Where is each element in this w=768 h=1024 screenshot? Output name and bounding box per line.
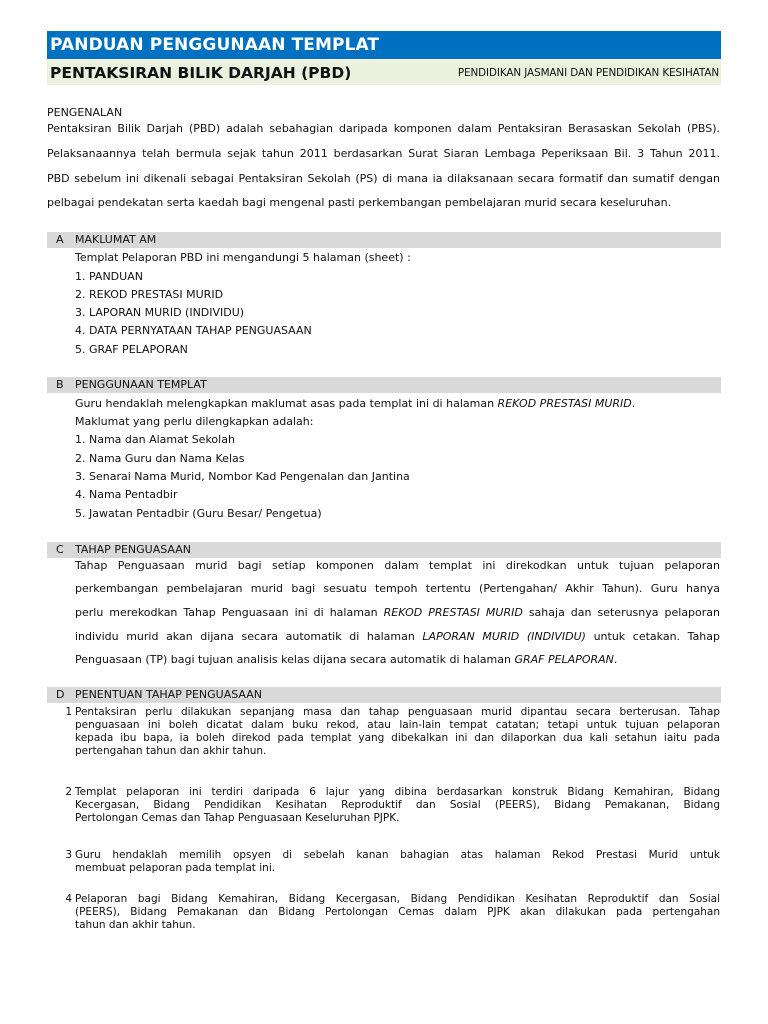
section-c-line: Penguasaan (TP) bagi tujuan analisis kelas dijana secara automatik di halaman GRAF PELAPORAN. bbox=[75, 653, 618, 666]
section-d-header bbox=[47, 687, 721, 703]
item-line: Pentaksiran perlu dilakukan sepanjang masa dan tahap penguasaan murid dipantau secara berterusan. Tahap bbox=[75, 706, 720, 718]
item-line: Pelaporan bagi Bidang Kemahiran, Bidang Kecergasan, Bidang Pendidikan Kesihatan Reproduktif dan Sosial bbox=[75, 893, 720, 905]
section-c-header bbox=[47, 542, 721, 558]
section-a-intro: Templat Pelaporan PBD ini mengandungi 5 halaman (sheet) : bbox=[75, 251, 411, 264]
list-item: 3. LAPORAN MURID (INDIVIDU) bbox=[75, 306, 245, 319]
list-item: 5. GRAF PELAPORAN bbox=[75, 343, 188, 356]
section-title: MAKLUMAT AM bbox=[75, 233, 157, 246]
subject-label: PENDIDIKAN JASMANI DAN PENDIDIKAN KESIHATAN bbox=[457, 67, 719, 79]
list-item: 2. Nama Guru dan Nama Kelas bbox=[75, 452, 245, 465]
emphasis: GRAF PELAPORAN bbox=[514, 653, 614, 666]
section-b-header bbox=[47, 377, 721, 393]
list-item: 5. Jawatan Pentadbir (Guru Besar/ Pengetua) bbox=[75, 507, 322, 520]
intro-line: pelbagai pendekatan serta kaedah bagi mengenal pasti perkembangan pembelajaran murid secara keseluruhan. bbox=[47, 196, 672, 209]
item-line: tahun dan akhir tahun. bbox=[75, 919, 196, 931]
item-line: (PEERS), Bidang Pemakanan dan Bidang Pertolongan Cemas dalam PJPK akan dilakukan pada pertengahan bbox=[75, 906, 720, 918]
list-item: 1. PANDUAN bbox=[75, 270, 143, 283]
list-item: 2. REKOD PRESTASI MURID bbox=[75, 288, 224, 301]
subtitle: PENTAKSIRAN BILIK DARJAH (PBD) bbox=[50, 64, 352, 82]
section-title: PENENTUAN TAHAP PENGUASAAN bbox=[75, 688, 263, 701]
list-item: 4. Nama Pentadbir bbox=[75, 488, 178, 501]
item-line: penguasaan ini boleh dicatat dalam buku rekod, atau lain-lain tempat catatan; tetapi untuk tujuan pelaporan bbox=[75, 719, 720, 731]
item-line: Kecergasan, Bidang Pendidikan Kesihatan Reproduktif dan Sosial (PEERS), Bidang Pemakanan, Bidang bbox=[75, 799, 720, 811]
section-a-header bbox=[47, 232, 721, 248]
section-letter: A bbox=[56, 233, 64, 246]
section-title: PENGGUNAAN TEMPLAT bbox=[75, 378, 207, 391]
emphasis: REKOD PRESTASI MURID bbox=[497, 397, 632, 410]
item-line: Guru hendaklah memilih opsyen di sebelah kanan bahagian atas halaman Rekod Prestasi Murid untuk bbox=[75, 849, 720, 861]
emphasis: REKOD PRESTASI MURID bbox=[383, 606, 523, 619]
section-c-line: individu murid akan dijana secara automatik di halaman LAPORAN MURID (INDIVIDU) untuk cetakan. Tahap bbox=[75, 630, 720, 643]
intro-line: PBD sebelum ini dikenali sebagai Pentaksiran Sekolah (PS) di mana ia dilaksanaan secara formatif dan sumatif dengan bbox=[47, 172, 720, 185]
list-item: 1. Nama dan Alamat Sekolah bbox=[75, 433, 235, 446]
list-item: 3. Senarai Nama Murid, Nombor Kad Pengenalan dan Jantina bbox=[75, 470, 410, 483]
item-number: 3 bbox=[65, 849, 72, 861]
section-b-line: Guru hendaklah melengkapkan maklumat asas pada templat ini di halaman REKOD PRESTASI MURID. bbox=[75, 397, 636, 410]
section-letter: C bbox=[56, 543, 64, 556]
list-item: 4. DATA PERNYATAAN TAHAP PENGUASAAN bbox=[75, 324, 312, 337]
item-line: Pertolongan Cemas dan Tahap Penguasaan Keseluruhan PJPK. bbox=[75, 812, 400, 824]
item-line: membuat pelaporan pada templat ini. bbox=[75, 862, 276, 874]
item-line: kepada ibu bapa, ia boleh direkod pada templat yang dibekalkan ini dan dilaporkan dua kali setahun iaitu pada bbox=[75, 732, 720, 744]
section-letter: B bbox=[56, 378, 64, 391]
intro-line: Pelaksanaannya telah bermula sejak tahun 2011 berdasarkan Surat Siaran Lembaga Peperiksaan Bil. 3 Tahun 2011. bbox=[47, 147, 720, 160]
item-number: 4 bbox=[65, 893, 72, 905]
item-number: 2 bbox=[65, 786, 72, 798]
intro-line: Pentaksiran Bilik Darjah (PBD) adalah sebahagian daripada komponen dalam Pentaksiran Berasaskan Sekolah (PBS). bbox=[47, 122, 720, 135]
section-c-line: perlu merekodkan Tahap Penguasaan ini di halaman REKOD PRESTASI MURID sahaja dan seterusnya pelaporan bbox=[75, 606, 720, 619]
item-number: 1 bbox=[65, 706, 72, 718]
section-title: TAHAP PENGUASAAN bbox=[75, 543, 191, 556]
subtitle-bar bbox=[47, 60, 721, 85]
section-c-line: perkembangan pembelajaran murid bagi sesuatu tempoh tertentu (Pertengahan/ Akhir Tahun). Guru hanya bbox=[75, 582, 720, 595]
item-line: Templat pelaporan ini terdiri daripada 6 lajur yang dibina berdasarkan konstruk Bidang Kemahiran, Bidang bbox=[75, 786, 720, 798]
intro-heading: PENGENALAN bbox=[47, 106, 123, 119]
section-c-line: Tahap Penguasaan murid bagi setiap komponen dalam templat ini direkodkan untuk tujuan pelaporan bbox=[75, 559, 720, 572]
section-b-line: Maklumat yang perlu dilengkapkan adalah: bbox=[75, 415, 314, 428]
page-title: PANDUAN PENGGUNAAN TEMPLAT bbox=[47, 31, 721, 59]
emphasis: LAPORAN MURID (INDIVIDU) bbox=[422, 630, 586, 643]
section-letter: D bbox=[56, 688, 65, 701]
item-line: pertengahan tahun dan akhir tahun. bbox=[75, 745, 267, 757]
